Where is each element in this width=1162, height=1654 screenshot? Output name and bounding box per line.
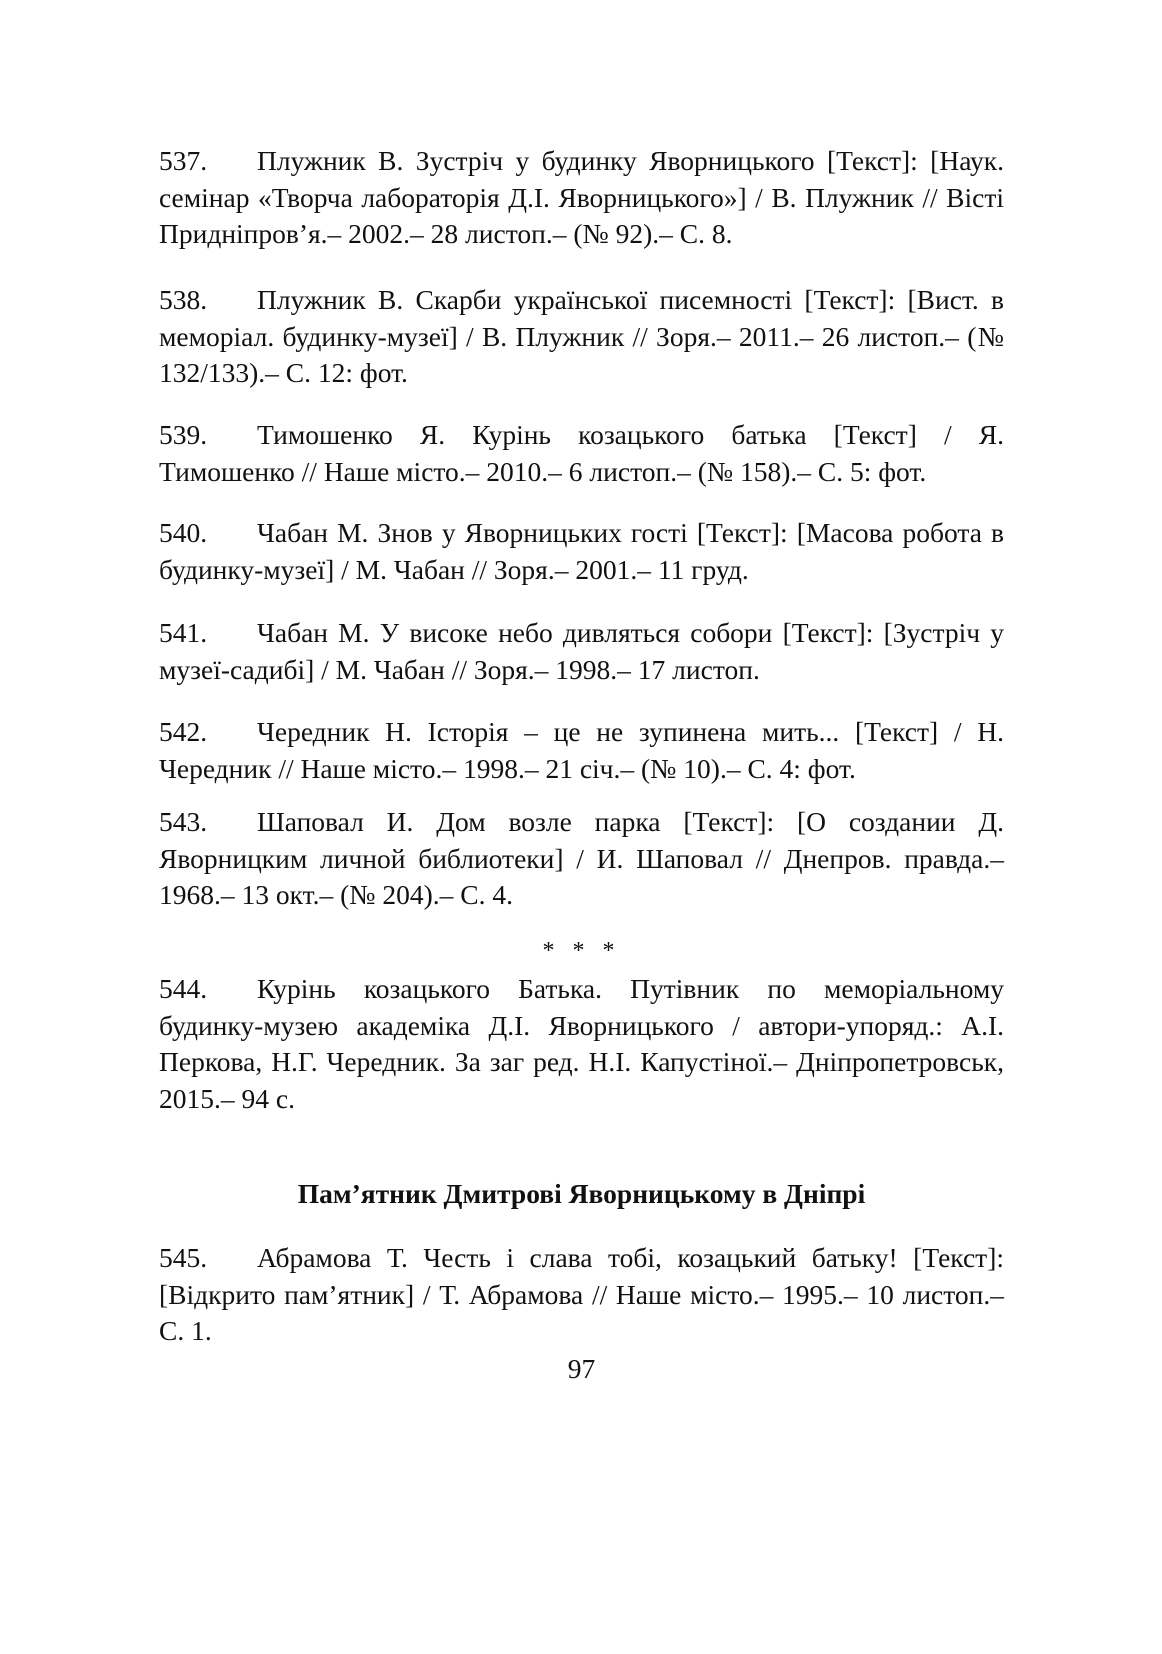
entry-number: 542. (159, 716, 208, 747)
entry-text: Чабан М. Знов у Яворницьких гості [Текст]: [Масова робота в будинку-музеї] / М. Чабан // Зоря.– 2001.– 11 груд. (159, 517, 1004, 585)
section-heading: Пам’ятник Дмитрові Яворницькому в Дніпрі (297, 1178, 866, 1209)
section-separator: * * * (542, 938, 621, 964)
entry-text: Шаповал И. Дом возле парка [Текст]: [О создании Д. Яворницким личной библиотеки] / И. Шаповал // Днепров. правда.– 1968.– 13 окт.– (№ 204).– С. 4. (159, 806, 1004, 910)
bibliography-entry-540 (159, 515, 1004, 588)
entry-number: 543. (159, 806, 208, 837)
entry-text: Курінь козацького Батька. Путівник по меморіальному будинку-музею академіка Д.І. Яворницького / автори-упоряд.: А.І. Перкова, Н.Г. Чередник. За заг ред. Н.І. Капустіної.– Дніпропетровськ, 2015.– 94 с. (159, 973, 1004, 1114)
bibliography-entry-544 (159, 971, 1004, 1117)
entry-text: Плужник В. Зустріч у будинку Яворницького [Текст]: [Наук. семінар «Творча лабораторія Д.І. Яворницького»] / В. Плужник // Вісті Придніпров’я.– 2002.– 28 листоп.– (№ 92).– С. 8. (159, 145, 1004, 249)
entry-text: Абрамова Т. Честь і слава тобі, козацький батьку! [Текст]: [Відкрито пам’ятник] / Т. Абрамова // Наше місто.– 1995.– 10 листоп.– С. 1. (159, 1242, 1004, 1346)
entry-number: 537. (159, 145, 208, 176)
entry-text: Плужник В. Скарби української писемності [Текст]: [Вист. в меморіал. будинку-музеї] / В. Плужник // Зоря.– 2011.– 26 листоп.– (№ 132/133).– С. 12: фот. (159, 284, 1004, 388)
entry-number: 540. (159, 517, 208, 548)
entry-number: 538. (159, 284, 208, 315)
entry-text: Тимошенко Я. Курінь козацького батька [Текст] / Я. Тимошенко // Наше місто.– 2010.– 6 листоп.– (№ 158).– С. 5: фот. (159, 419, 1004, 487)
bibliography-entry-539 (159, 417, 1004, 490)
entry-text: Чабан М. У високе небо дивляться собори [Текст]: [Зустріч у музеї-садибі] / М. Чабан // Зоря.– 1998.– 17 листоп. (159, 617, 1004, 685)
document-page (159, 0, 1004, 1654)
entry-text: Чередник Н. Історія – це не зупинена мить... [Текст] / Н. Чередник // Наше місто.– 1998.– 21 січ.– (№ 10).– С. 4: фот. (159, 716, 1004, 784)
bibliography-entry-543 (159, 804, 1004, 914)
entry-number: 541. (159, 617, 208, 648)
bibliography-entry-542 (159, 714, 1004, 787)
page-number: 97 (567, 1353, 596, 1384)
bibliography-entry-538 (159, 282, 1004, 392)
entry-number: 539. (159, 419, 208, 450)
entry-number: 544. (159, 973, 208, 1004)
bibliography-entry-537 (159, 143, 1004, 253)
bibliography-entry-545 (159, 1240, 1004, 1350)
entry-number: 545. (159, 1242, 208, 1273)
bibliography-entry-541 (159, 615, 1004, 688)
